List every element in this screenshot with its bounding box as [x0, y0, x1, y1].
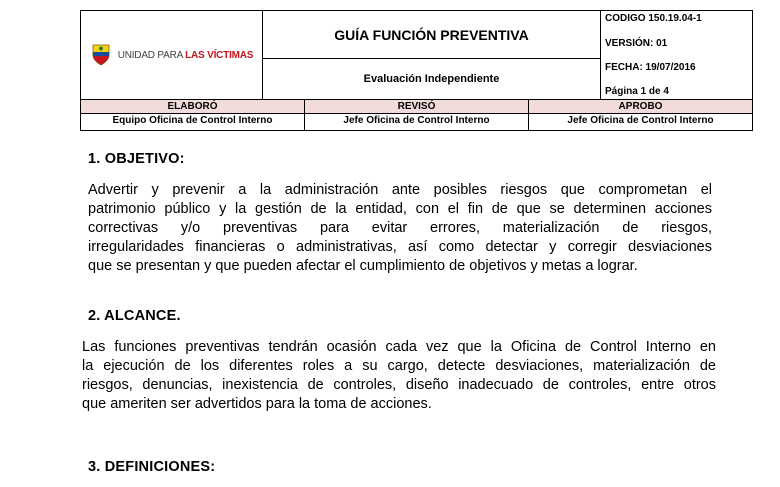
- logo-text: UNIDAD PARA LAS VÍCTIMAS: [117, 49, 254, 61]
- document-subtitle: Evaluación Independiente: [263, 59, 601, 99]
- document-title: GUÍA FUNCIÓN PREVENTIVA: [263, 11, 601, 59]
- alcance-paragraph: [82, 338, 716, 414]
- logo-cell: [81, 11, 263, 99]
- paragraph-line: patrimonio público y la gestión de la entidad, con el fin de que se determinen acciones: [88, 201, 712, 217]
- document-code: CODIGO 150.19.04-1: [605, 13, 702, 24]
- document-date: FECHA: 19/07/2016: [605, 62, 696, 73]
- paragraph-line: la ejecución de los diferentes roles a su cargo, detecte desviaciones, materialización de: [82, 358, 716, 374]
- paragraph-line: que ameriten ser advertidos para la toma de acciones.: [82, 396, 432, 412]
- approval-value-reviso: Jefe Oficina de Control Interno: [305, 114, 529, 130]
- approval-header-row: [81, 100, 752, 114]
- document-meta: [601, 11, 752, 99]
- page-number: Página 1 de 4: [605, 86, 669, 97]
- paragraph-line: riesgos, denuncias, inexistencia de controles, diseño inadecuado de controles, entre otros: [82, 377, 716, 393]
- section-title-alcance: 2. ALCANCE.: [88, 308, 181, 324]
- approval-header-elaboro: ELABORÓ: [81, 100, 305, 113]
- coat-of-arms-icon: [90, 43, 112, 67]
- section-title-definiciones: 3. DEFINICIONES:: [88, 459, 216, 475]
- paragraph-line: correctivas y/o preventivas para evitar errores, materialización de riesgos,: [88, 220, 712, 236]
- document-header-table: [80, 10, 753, 131]
- approval-header-reviso: REVISÓ: [305, 100, 529, 113]
- approval-value-aprobo: Jefe Oficina de Control Interno: [567, 115, 714, 126]
- paragraph-line: Advertir y prevenir a la administración ante posibles riesgos que comprometan el: [88, 182, 712, 198]
- document-version: VERSIÓN: 01: [605, 38, 668, 49]
- paragraph-line: irregularidades financieras o administrativas, así como detectar y corregir desviaciones: [88, 239, 712, 255]
- approval-value-elaboro: Equipo Oficina de Control Interno: [81, 114, 305, 130]
- objetivo-paragraph: [88, 181, 712, 276]
- approval-header-aprobo: APROBO: [618, 101, 663, 112]
- paragraph-line: Las funciones preventivas tendrán ocasión cada vez que la Oficina de Control Interno en: [82, 339, 716, 355]
- approval-value-row: [81, 114, 752, 130]
- section-title-objetivo: 1. OBJETIVO:: [88, 151, 185, 167]
- paragraph-line: que se presentan y que pueden afectar el cumplimiento de objetivos y metas a lograr.: [88, 258, 638, 274]
